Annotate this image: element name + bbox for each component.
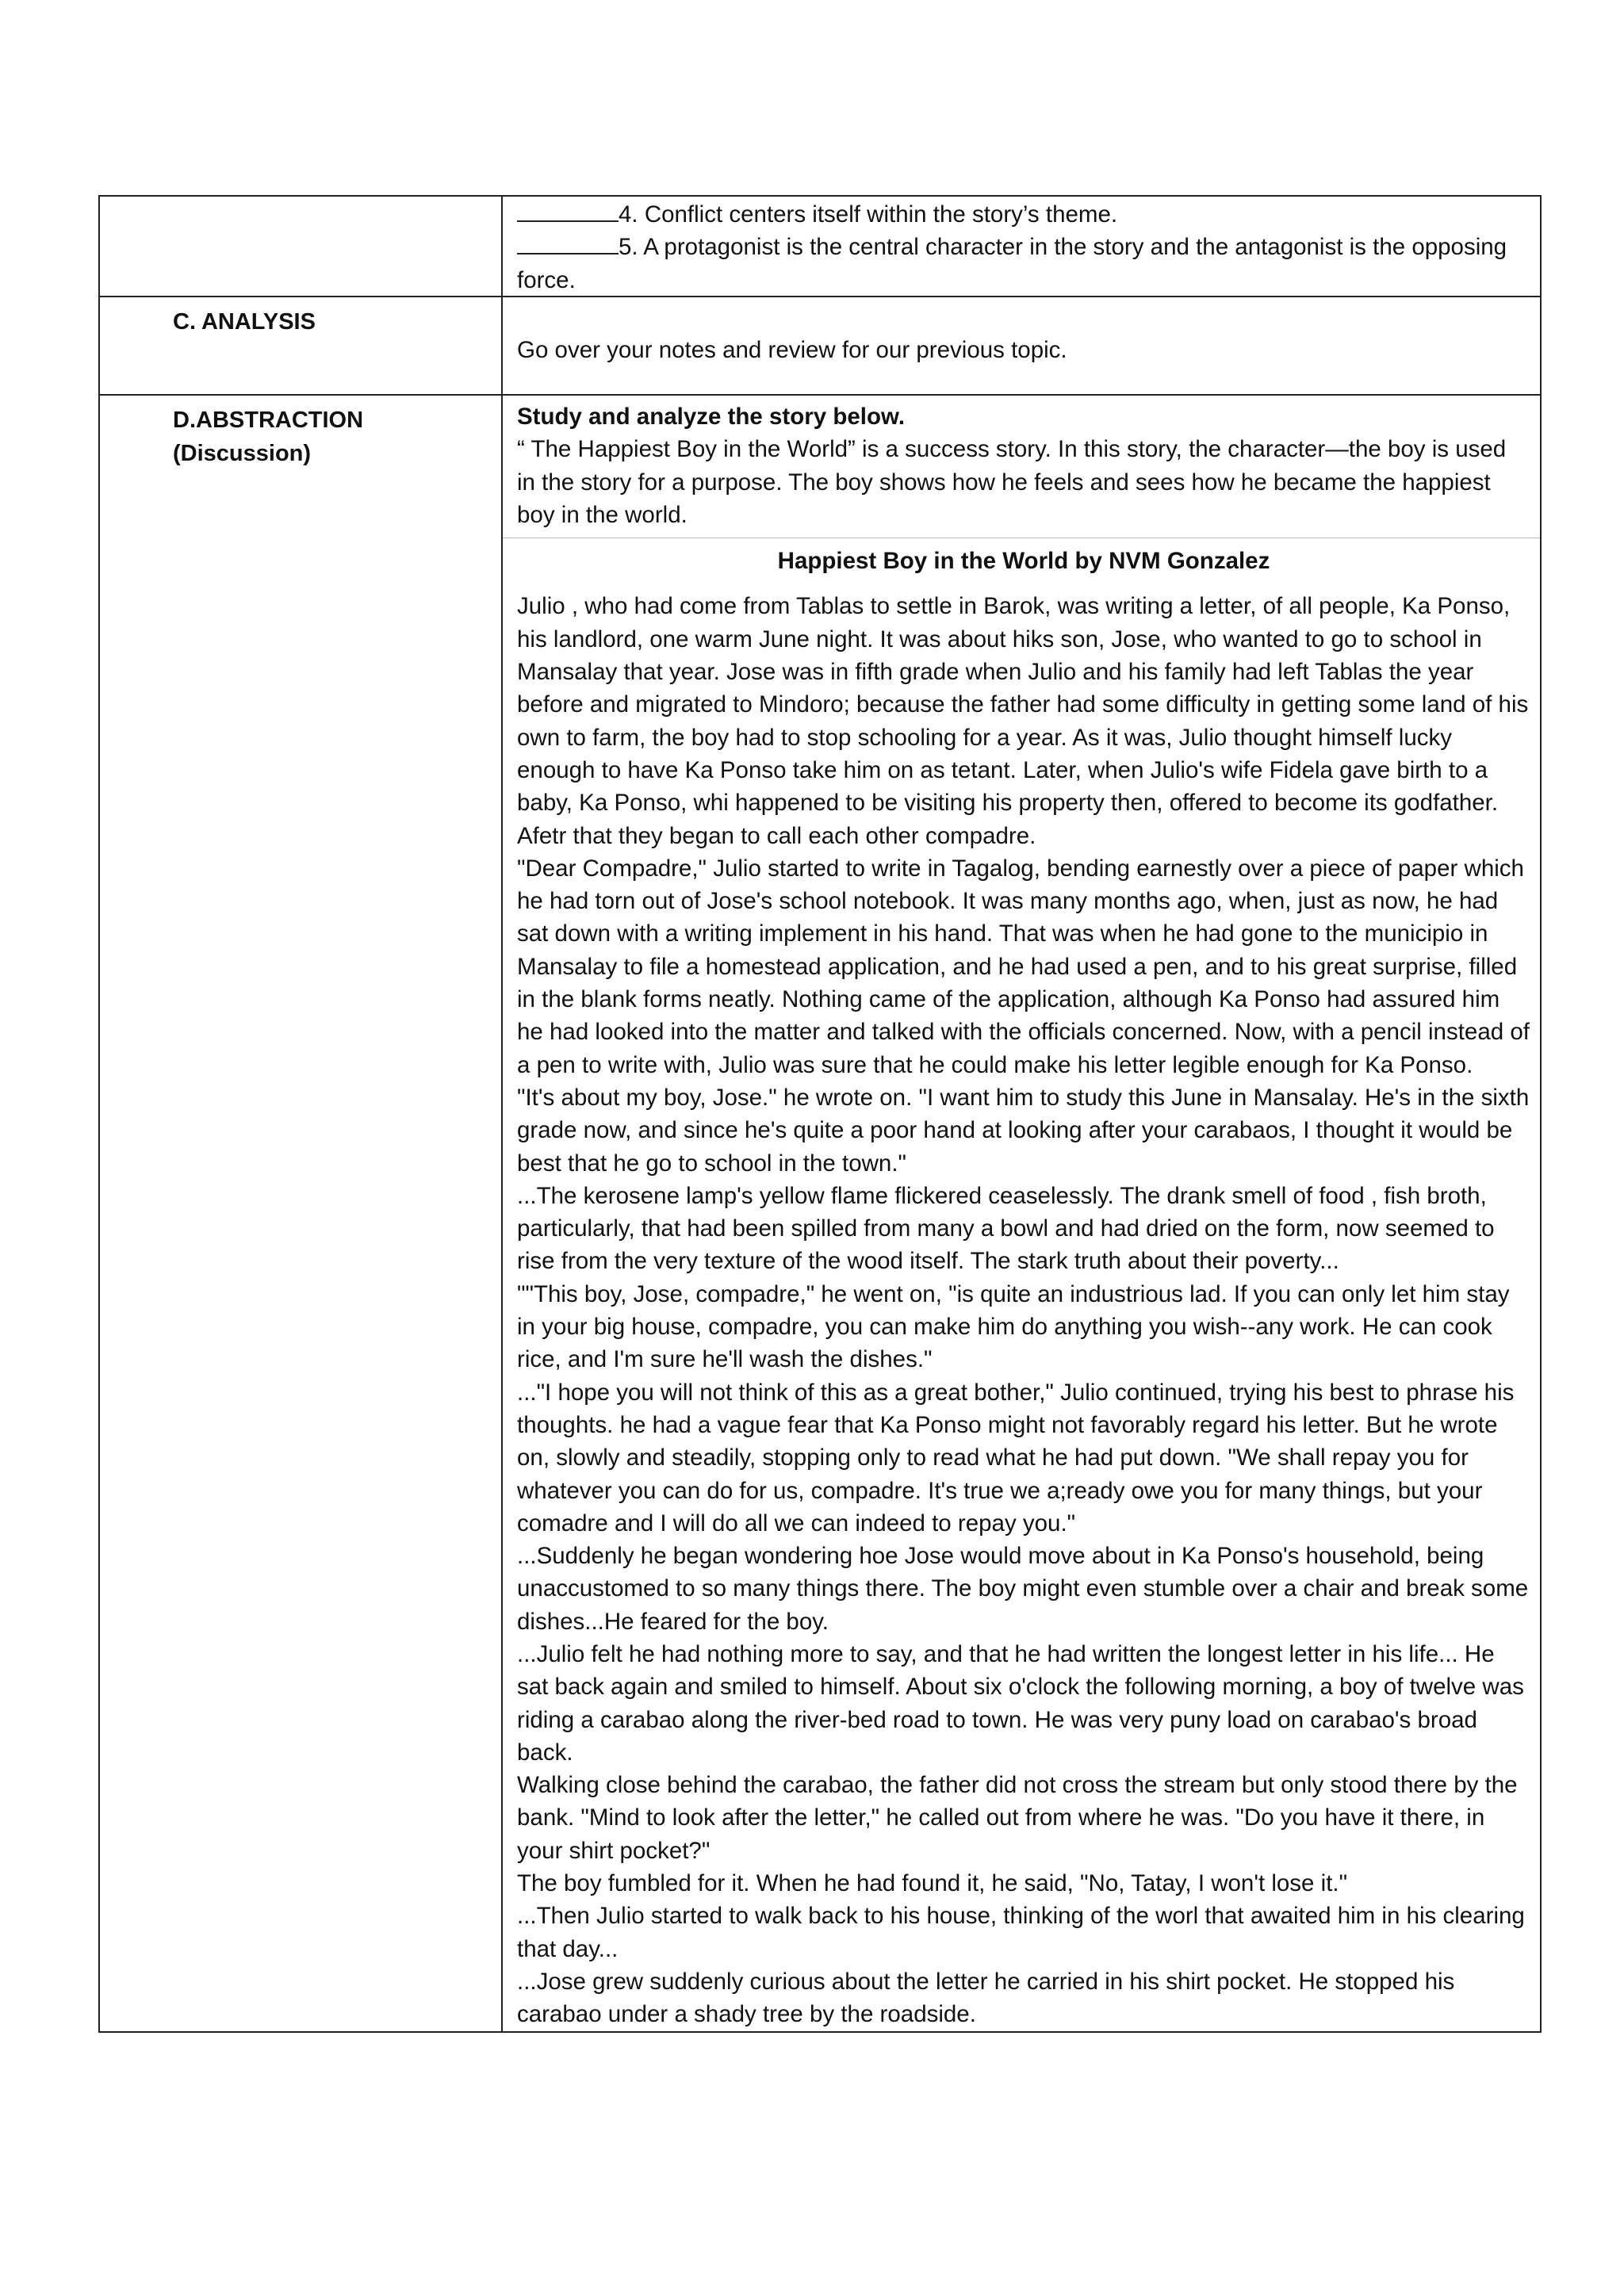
abstraction-row xyxy=(99,395,1541,2032)
story-paragraph: ..."I hope you will not think of this as a great bother," Julio continued, trying his best to phrase his thoughts. he had a vague fear that Ka Ponso might not favorably regard his letter. But he wrote on, slowly and steadily, stopping only to read what he had put down. "We shall repay you for whatever you can do for us, compadre. It's true we a;ready owe you for many things, but your comadre and I will do all we can indeed to repay you." xyxy=(517,1379,1515,1536)
analysis-label-cell xyxy=(99,297,502,395)
answer-blank xyxy=(517,200,619,222)
story-paragraph: ...Julio felt he had nothing more to say, and that he had written the longest letter in his life... He sat back again and smiled to himself. About six o'clock the following morning, a boy of twelve was riding a carabao along the river-bed road to town. He was very puny load on carabao's broad back. xyxy=(517,1640,1524,1766)
lesson-plan-table xyxy=(98,195,1542,2033)
question-text: Conflict centers itself within the story’s theme. xyxy=(644,201,1118,228)
story-paragraph: ""This boy, Jose, compadre," he went on, "is quite an industrious lad. If you can only let him stay in your big house, compadre, you can make him do anything you wish--any work. He can cook rice, and I'm sure he'll wash the dishes." xyxy=(517,1280,1510,1373)
story-body xyxy=(517,590,1530,2030)
story-title: Happiest Boy in the World by NVM Gonzalez xyxy=(777,548,1270,575)
story-paragraph: ...Then Julio started to walk back to his house, thinking of the worl that awaited him in his clearing that day... xyxy=(517,1903,1525,1962)
story-paragraph: Walking close behind the carabao, the father did not cross the stream but only stood there by the bank. "Mind to look after the letter," he called out from where he was. "Do you have it there, in your shirt pocket?" xyxy=(517,1772,1518,1864)
story-paragraph: Julio , who had come from Tablas to settle in Barok, was writing a letter, of all people, Ka Ponso, his landlord, one warm June night. It was about hiks son, Jose, who wanted to go to school in Mansalay that year. Jose was in fifth grade when Julio and his family had left Tablas the year before and migrated to Mindoro; because the father had some difficulty in getting some land of his own to farm, the boy had to stop schooling for a year. As it was, Julio thought himself lucky enough to have Ka Ponso take him on as tetant. Later, when Julio's wife Fidela gave birth to a baby, Ka Ponso, whi happened to be visiting his property then, offered to become its godfather. Afetr that they began to call each other compadre. xyxy=(517,593,1529,849)
instruction-text: Study and analyze the story below. xyxy=(517,404,906,430)
abstraction-content-cell xyxy=(502,395,1541,2032)
analysis-text: Go over your notes and review for our previous topic. xyxy=(517,337,1067,363)
story-paragraph: ...Suddenly he began wondering hoe Jose would move about in Ka Ponso's household, being unaccustomed to so many things there. The boy might even stumble over a chair and break some dishes...He feared for the boy. xyxy=(517,1543,1529,1635)
abstraction-label-line1: D.ABSTRACTION xyxy=(173,408,364,433)
question-number: 5. xyxy=(619,234,638,261)
story-paragraph: ...Jose grew suddenly curious about the letter he carried in his shirt pocket. He stopped his carabao under a shady tree by the roadside. xyxy=(517,1968,1455,2028)
story-paragraph: "It's about my boy, Jose." he wrote on. "I want him to study this June in Mansalay. He's in the sixth grade now, and since he's quite a poor hand at looking after your carabaos, I thought it would be best that he go to school in the town." xyxy=(517,1084,1530,1177)
answer-blank xyxy=(517,232,619,254)
question-number: 4. xyxy=(619,201,638,228)
analysis-content-cell xyxy=(502,297,1541,395)
questions-row xyxy=(99,196,1541,297)
story-paragraph: ...The kerosene lamp's yellow flame flickered ceaselessly. The drank smell of food , fish broth, particularly, that had been spilled from many a bowl and had dried on the form, now seemed to rise from the very texture of the wood itself. The stark truth about their poverty... xyxy=(517,1182,1495,1275)
story-intro: “ The Happiest Boy in the World” is a success story. In this story, the character—the boy is used in the story for a purpose. The boy shows how he feels and sees how he became the happiest boy in the world. xyxy=(517,436,1507,528)
abstraction-label-cell xyxy=(99,395,502,2032)
questions-cell xyxy=(502,196,1541,297)
abstraction-label-line2: (Discussion) xyxy=(173,441,312,466)
question-text: A protagonist is the central character in the story and the antagonist is the opposing force. xyxy=(517,234,1507,293)
story-paragraph: The boy fumbled for it. When he had found it, he said, "No, Tatay, I won't lose it." xyxy=(517,1870,1348,1897)
story-paragraph: "Dear Compadre," Julio started to write in Tagalog, bending earnestly over a piece of paper which he had torn out of Jose's school notebook. It was many months ago, when, just as now, he had sat down with a writing implement in his hand. That was when he had gone to the municipio in Mansalay to file a homestead application, and he had used a pen, and to his great surprise, filled in the blank forms neatly. Nothing came of the application, although Ka Ponso had assured him he had looked into the matter and talked with the officials concerned. Now, with a pencil instead of a pen to write with, Julio was sure that he could make his letter legible enough for Ka Ponso. xyxy=(517,855,1530,1078)
analysis-label: C. ANALYSIS xyxy=(173,309,316,335)
question-item-5 xyxy=(517,231,1530,297)
empty-label-cell xyxy=(99,196,502,297)
analysis-row xyxy=(99,297,1541,395)
abstraction-label xyxy=(100,396,501,470)
question-item-4 xyxy=(517,198,1530,231)
